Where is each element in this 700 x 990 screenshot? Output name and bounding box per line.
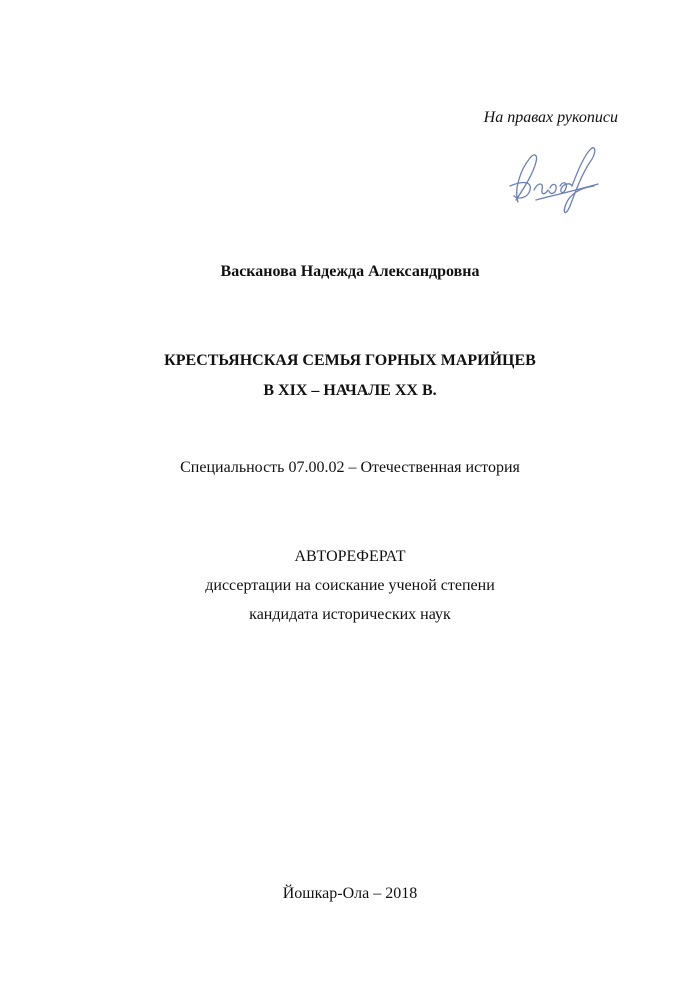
abstract-block [0, 542, 700, 629]
abstract-heading: АВТОРЕФЕРАТ [294, 548, 406, 565]
dissertation-title [0, 346, 700, 406]
manuscript-note: На правах рукописи [483, 109, 618, 126]
abstract-line-2: кандидата исторических наук [249, 606, 451, 623]
author-name: Васканова Надежда Александровна [220, 263, 480, 280]
abstract-line-1: диссертации на соискание ученой степени [205, 577, 495, 594]
title-line-2: В XIX – НАЧАЛЕ XX В. [263, 382, 437, 399]
specialty-line: Специальность 07.00.02 – Отечественная история [180, 459, 520, 476]
place-year: Йошкар-Ола – 2018 [282, 885, 418, 902]
title-line-1: КРЕСТЬЯНСКАЯ СЕМЬЯ ГОРНЫХ МАРИЙЦЕВ [164, 352, 536, 369]
signature-icon [500, 140, 610, 220]
